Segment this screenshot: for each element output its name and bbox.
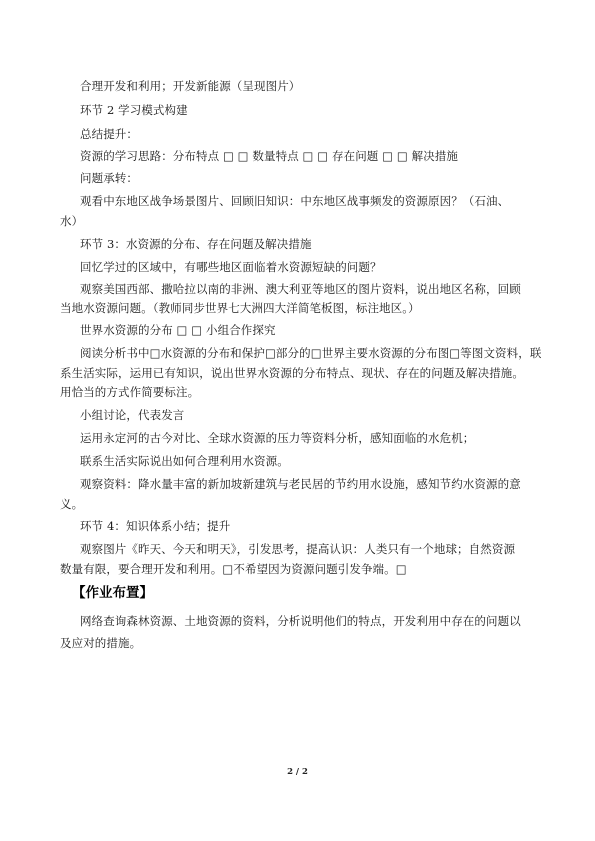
text-line: 合理开发和利用；开发新能源（呈现图片）: [80, 79, 301, 93]
section-heading-4: 环节 4：知识体系小结；提升: [80, 519, 231, 533]
text-line: 义。: [60, 497, 84, 511]
text-line: 当地水资源问题。（教师同步世界七大洲四大洋简笔板图，标注地区。）: [60, 301, 420, 315]
text-line: 资源的学习思路：分布特点 □ □ 数量特点 □ □ 存在问题 □ □ 解决措施: [80, 149, 458, 163]
text-line: 联系生活实际说出如何合理利用水资源。: [80, 454, 289, 468]
page-number: 2 / 2: [287, 767, 308, 777]
text-line: 观看中东地区战争场景图片、回顾旧知识：中东地区战事频发的资源原因？（石油、: [80, 194, 510, 208]
text-line: 观察资料：降水量丰富的新加坡新建筑与老民居的节约用水设施，感知节约水资源的意: [80, 477, 521, 491]
text-line: 问题承转：: [80, 171, 138, 185]
text-line: 系生活实际，运用已有知识，说出世界水资源的分布特点、现状、存在的问题及解决措施。: [60, 366, 524, 380]
text-line: 小组讨论，代表发言: [80, 408, 185, 422]
text-line: 观察美国西部、撒哈拉以南的非洲、澳大利亚等地区的图片资料，说出地区名称，回顾: [80, 282, 521, 296]
homework-line: 及应对的措施。: [60, 636, 142, 650]
text-line: 总结提升：: [80, 127, 138, 141]
text-line: 水）: [60, 214, 84, 228]
homework-heading: 【作业布置】: [72, 585, 153, 601]
text-line: 数量有限，要合理开发和利用。□不希望因为资源问题引发争端。□: [60, 562, 407, 576]
text-line: 阅读分析书中□水资源的分布和保护□部分的□世界主要水资源的分布图□等图文资料，联: [80, 346, 542, 360]
text-line: 观察图片《昨天、今天和明天》，引发思考，提高认识：人类只有一个地球；自然资源: [80, 542, 516, 556]
text-line: 用恰当的方式作简要标注。: [60, 385, 200, 399]
homework-line: 网络查询森林资源、土地资源的资料，分析说明他们的特点，开发利用中存在的问题以: [80, 614, 521, 628]
section-heading-2: 环节 2 学习模式构建: [80, 103, 188, 117]
section-heading-3: 环节 3：水资源的分布、存在问题及解决措施: [80, 237, 312, 251]
text-line: 世界水资源的分布 □ □ 小组合作探究: [80, 323, 276, 337]
text-line: 回忆学过的区域中，有哪些地区面临着水资源短缺的问题？: [80, 260, 382, 274]
text-line: 运用永定河的古今对比、全球水资源的压力等资料分析，感知面临的水危机；: [80, 431, 475, 445]
